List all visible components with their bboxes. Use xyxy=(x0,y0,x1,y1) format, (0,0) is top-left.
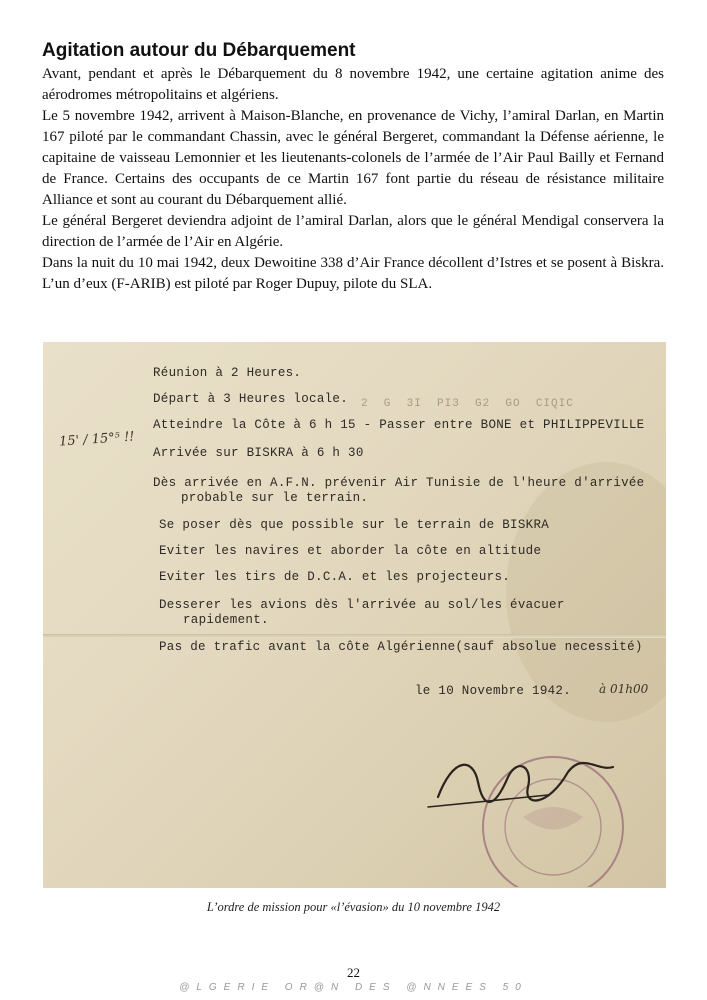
mission-order-photo xyxy=(43,342,666,888)
paragraph-3: Le général Bergeret deviendra adjoint de l’amiral Darlan, alors que le général Mendigal conservera la direction de l’armée de l’Air en Algérie. xyxy=(42,213,664,250)
handwritten-time: à 01h00 xyxy=(599,682,649,696)
doc-line-10: Desserer les avions dès l'arrivée au sol/les évacuer xyxy=(159,598,565,612)
article-title: Agitation autour du Débarquement xyxy=(42,40,356,61)
paragraph-4: Dans la nuit du 10 mai 1942, deux Dewoitine 338 d’Air France décollent d’Istres et se posent à Biskra. L’un d’eux (F-ARIB) est piloté par Roger Dupuy, pilote du SLA. xyxy=(42,255,664,292)
faint-bleed-text: 2 G 3I PI3 G2 GO CIQIC xyxy=(361,398,574,410)
paragraph-2: Le 5 novembre 1942, arrivent à Maison-Blanche, en provenance de Vichy, l’amiral Darlan, en Martin 167 piloté par le commandant Chassin, avec le général Bergeret, commandant la Défense aérienne, le capitaine de vaisseau Lemonnier et les lieutenants-colonels de l’armée de l’Air Paul Bailly et Fernand de France. Certains des occupants de ce Martin 167 font partie du réseau de résistance militaire Alliance et sont au courant du Débarquement allié. xyxy=(42,108,664,208)
doc-line-5: Dès arrivée en A.F.N. prévenir Air Tunisie de l'heure d'arrivée xyxy=(153,476,645,490)
doc-line-11: rapidement. xyxy=(183,613,269,627)
doc-line-2: Départ à 3 Heures locale. xyxy=(153,392,349,406)
doc-line-8: Eviter les navires et aborder la côte en altitude xyxy=(159,544,542,558)
article-body xyxy=(42,64,664,295)
photo-caption: L’ordre de mission pour «l’évasion» du 10 novembre 1942 xyxy=(206,900,501,914)
doc-line-9: Eviter les tirs de D.C.A. et les projecteurs. xyxy=(159,570,511,584)
doc-line-4: Arrivée sur BISKRA à 6 h 30 xyxy=(153,446,364,460)
doc-line-6: probable sur le terrain. xyxy=(181,491,369,505)
doc-line-12: Pas de trafic avant la côte Algérienne(sauf absolue necessité) xyxy=(159,640,643,654)
page-number: 22 xyxy=(347,965,360,980)
stamp-and-signature xyxy=(398,737,658,887)
footer-text: @LGERIE OR@N DES @NNEES 50 xyxy=(179,982,528,993)
doc-line-7: Se poser dès que possible sur le terrain de BISKRA xyxy=(159,518,550,532)
paper-fold xyxy=(43,634,666,638)
handwritten-note: 15' / 15°⁵ !! xyxy=(58,429,136,450)
doc-date-line: le 10 Novembre 1942. xyxy=(415,684,572,698)
doc-line-3: Atteindre la Côte à 6 h 15 - Passer entre BONE et PHILIPPEVILLE xyxy=(153,418,645,432)
doc-line-1: Réunion à 2 Heures. xyxy=(153,366,302,380)
paragraph-1: Avant, pendant et après le Débarquement du 8 novembre 1942, une certaine agitation anime des aérodromes métropolitains et algériens. xyxy=(42,66,664,103)
